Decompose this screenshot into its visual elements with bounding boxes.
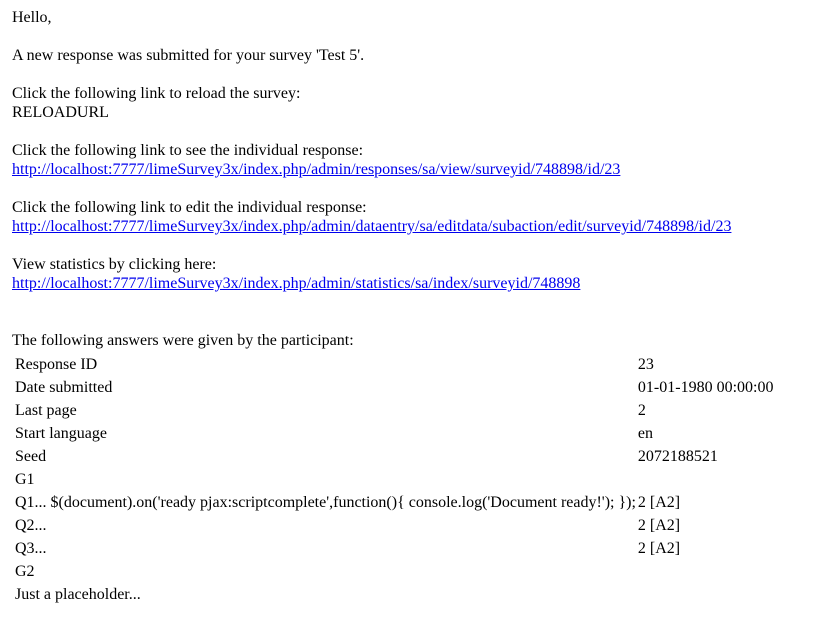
answer-value: 23	[637, 356, 654, 373]
statistics-link[interactable]: http://localhost:7777/limeSurvey3x/index.php/admin/statistics/sa/index/surveyid/748898	[12, 275, 581, 292]
view-response-line	[12, 160, 620, 179]
table-row	[15, 401, 773, 420]
answer-label: Q2...	[15, 517, 47, 534]
table-row	[15, 470, 773, 489]
table-row	[15, 516, 773, 535]
answer-label: Last page	[15, 402, 77, 419]
statistics-line	[12, 274, 580, 293]
answer-label: Q1... $(document).on('ready pjax:scriptcomplete',function(){ console.log('Document ready!'); });	[15, 494, 636, 511]
answer-label: Date submitted	[15, 379, 113, 396]
group-label: G2	[15, 563, 35, 580]
greeting: Hello,	[12, 9, 52, 26]
view-response-link[interactable]: http://localhost:7777/limeSurvey3x/index.php/admin/responses/sa/view/surveyid/748898/id/23	[12, 161, 621, 178]
answer-label: Just a placeholder...	[15, 586, 141, 603]
answer-label: Q3...	[15, 540, 47, 557]
table-row	[15, 378, 773, 397]
table-row	[15, 424, 773, 443]
edit-response-link[interactable]: http://localhost:7777/limeSurvey3x/index.php/admin/dataentry/sa/editdata/subaction/edit/surveyid/748898/id/23	[12, 218, 732, 235]
table-row	[15, 493, 773, 512]
answer-value: 01-01-1980 00:00:00	[637, 379, 774, 396]
group-label: G1	[15, 471, 35, 488]
intro-text: A new response was submitted for your survey 'Test 5'.	[12, 47, 365, 64]
table-row	[15, 355, 773, 374]
table-row	[15, 539, 773, 558]
statistics-text: View statistics by clicking here:	[12, 256, 217, 273]
answer-value: en	[637, 425, 654, 442]
reload-url: RELOADURL	[12, 104, 109, 121]
answer-value	[638, 562, 774, 581]
table-row	[15, 585, 773, 604]
answer-label: Start language	[15, 425, 107, 442]
edit-response-line	[12, 217, 731, 236]
reload-text: Click the following link to reload the survey:	[12, 85, 301, 102]
answer-value	[638, 470, 774, 489]
table-row	[15, 562, 773, 581]
answer-value	[638, 585, 774, 604]
answer-value: 2072188521	[637, 448, 718, 465]
edit-response-text: Click the following link to edit the individual response:	[12, 199, 367, 216]
answer-value: 2 [A2]	[637, 517, 681, 534]
table-row	[15, 447, 773, 466]
answer-label: Seed	[15, 448, 47, 465]
answers-table	[13, 351, 775, 608]
answer-value: 2 [A2]	[637, 494, 681, 511]
answer-value: 2 [A2]	[637, 540, 681, 557]
answer-label: Response ID	[15, 356, 98, 373]
view-response-text: Click the following link to see the individual response:	[12, 142, 364, 159]
answers-heading: The following answers were given by the participant:	[12, 332, 354, 349]
answer-value: 2	[637, 402, 646, 419]
